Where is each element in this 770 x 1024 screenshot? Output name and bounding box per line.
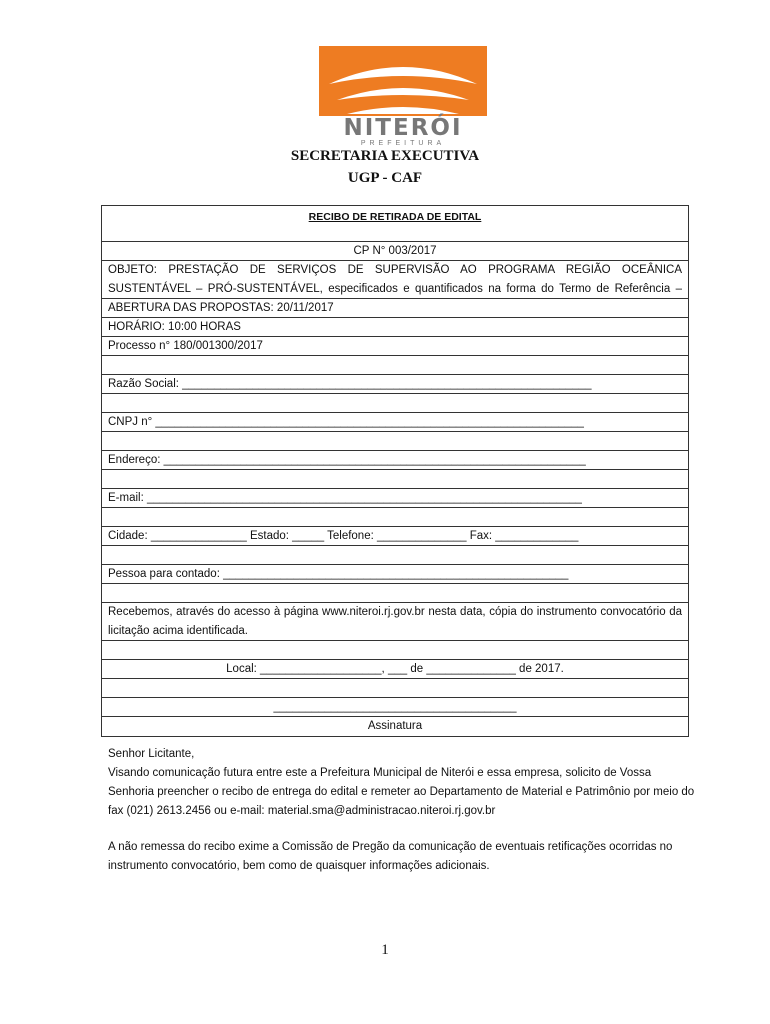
cidade-field: Cidade: _______________ Estado: _____ Telefone: ______________ Fax: _____________ (102, 527, 688, 546)
logo-subtitle: PREFEITURA (360, 140, 446, 147)
instructions-paragraph-1: Visando comunicação futura entre este a Prefeitura Municipal de Niterói e essa empresa, solicito de Vossa Senhoria preencher o recibo de entrega do edital e remeter ao Departamento de Material e Patrimônio por meio do fax (021) 2613.2456 ou e-mail: material.sma@administracao.niteroi.rj.gov.br (108, 767, 695, 817)
form-title: RECIBO DE RETIRADA DE EDITAL (102, 206, 688, 242)
recebemos-text: Recebemos, através do acesso à página www.niteroi.rj.gov.br nesta data, cópia do instrumento convocatório da licitação acima identificada. (102, 603, 688, 641)
spacer-row (102, 679, 688, 698)
spacer-row (102, 470, 688, 489)
spacer-row (102, 356, 688, 375)
local-data-field: Local: ___________________, ___ de ______________ de 2017. (102, 660, 688, 679)
signature-line: ______________________________________ (102, 698, 688, 717)
processo-text: Processo n° 180/001300/2017 (102, 337, 688, 356)
assinatura-label: Assinatura (367, 720, 423, 732)
objeto-text: OBJETO: PRESTAÇÃO DE SERVIÇOS DE SUPERVISÃO AO PROGRAMA REGIÃO OCEÂNICA SUSTENTÁVEL – PRÓ-SUSTENTÁVEL, especificados e quantificados na forma do Termo de Referência – (102, 261, 688, 299)
salutation: Senhor Licitante, (108, 748, 195, 760)
logo-name: NITERÓI (343, 115, 463, 141)
endereco-field: Endereço: __________________________________________________________________ (102, 451, 688, 470)
spacer-row (102, 508, 688, 527)
spacer-row (102, 641, 688, 660)
header-secretaria: SECRETARIA EXECUTIVA (290, 148, 480, 164)
spacer-row (102, 432, 688, 451)
horario-text: HORÁRIO: 10:00 HORAS (102, 318, 688, 337)
cp-number: CP N° 003/2017 (102, 242, 688, 261)
razao-social-field: Razão Social: ________________________________________________________________ (102, 375, 688, 394)
receipt-form (101, 205, 689, 737)
logo-arcs-icon (319, 46, 487, 116)
instructions (108, 745, 698, 876)
email-field: E-mail: ____________________________________________________________________ (102, 489, 688, 508)
spacer-row (102, 584, 688, 603)
niteroi-logo (319, 46, 491, 147)
logo-emblem-icon (319, 46, 487, 116)
instructions-paragraph-2: A não remessa do recibo exime a Comissão de Pregão da comunicação de eventuais retificações ocorridas no instrumento convocatório, bem como de quaisquer informações adicionais. (108, 841, 673, 872)
cnpj-field: CNPJ n° ___________________________________________________________________ (102, 413, 688, 432)
page-number: 1 (381, 942, 389, 958)
abertura-text: ABERTURA DAS PROPOSTAS: 20/11/2017 (102, 299, 688, 318)
paragraph-gap (108, 821, 698, 838)
header-ugp: UGP - CAF (347, 170, 423, 186)
pessoa-contato-field: Pessoa para contado: ______________________________________________________ (102, 565, 688, 584)
spacer-row (102, 546, 688, 565)
spacer-row (102, 394, 688, 413)
